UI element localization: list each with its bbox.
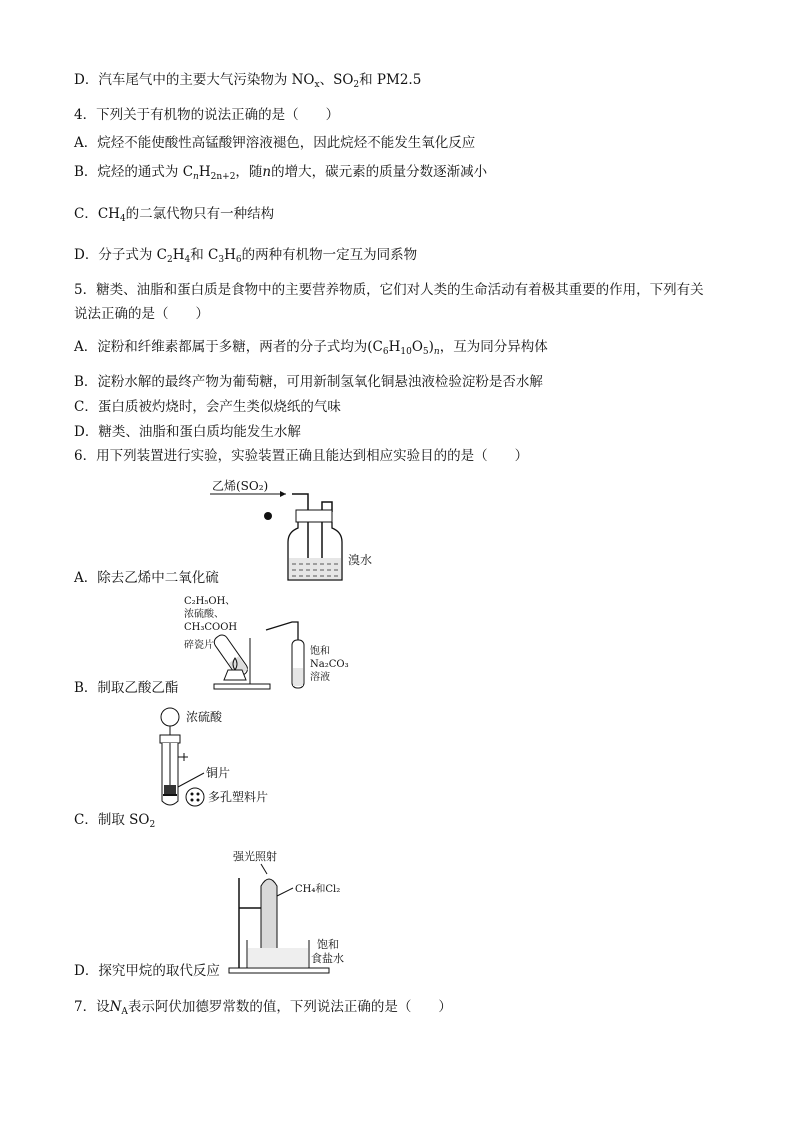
fig-a-arrow-head xyxy=(280,491,286,497)
figure-b-ester-setup xyxy=(180,592,360,692)
q4d-end: 的两种有机物一定互为同系物 xyxy=(241,247,418,263)
q4d-h: H xyxy=(172,247,185,263)
fig-b-reagent-1: C₂H₅OH、 xyxy=(184,596,236,607)
q4d-sub-b: 4 xyxy=(184,255,191,265)
q3d-sub-2: 2 xyxy=(353,80,360,90)
q4d-and: 和 C xyxy=(190,247,219,263)
fig-b-lamp xyxy=(224,670,246,680)
q4-stem: 4．下列关于有机物的说法正确的是（ ） xyxy=(74,107,340,123)
figure-c-so2-setup xyxy=(150,705,320,810)
fig-d-sat-1: 饱和 xyxy=(317,938,339,951)
fig-a-blot xyxy=(264,512,272,520)
fig-b-receiving-liquid xyxy=(293,668,303,686)
fig-b-stand-base xyxy=(214,684,270,689)
q5a-close: ) xyxy=(428,339,434,355)
q6c-sub: 2 xyxy=(149,820,156,830)
fig-b-chips-label: 碎瓷片 xyxy=(184,640,214,651)
q4d-sub-d: 6 xyxy=(235,255,242,265)
fig-b-reagent-3: CH₃COOH xyxy=(184,622,238,633)
fig-c-copper-pointer xyxy=(178,773,204,787)
fig-c-plastic-label: 多孔塑料片 xyxy=(208,790,269,804)
fig-c-side-arm xyxy=(178,753,188,761)
q5-stem-line2: 说法正确的是（ ） xyxy=(74,306,209,322)
q5a-sub-10: 10 xyxy=(400,347,412,357)
q7-end: 表示阿伏加德罗常数的值，下列说法正确的是（ ） xyxy=(127,999,452,1015)
q5a-h: H xyxy=(388,339,401,355)
q3-option-d xyxy=(74,71,421,94)
fig-d-sat-2: 食盐水 xyxy=(311,952,344,965)
q3d-mid: 、SO xyxy=(319,72,354,88)
q4d-text: D．分子式为 C xyxy=(74,247,167,263)
fig-b-sat-2: Na₂CO₃ xyxy=(310,659,349,670)
fig-c-funnel-bulb xyxy=(161,708,179,726)
fig-c-acid-label: 浓硫酸 xyxy=(186,710,223,724)
fig-c-hole-4 xyxy=(197,799,200,802)
q4d-sub-a: 2 xyxy=(166,255,173,265)
fig-a-gas-label: 乙烯(SO₂) xyxy=(212,479,269,493)
q7-stem xyxy=(74,998,452,1021)
q7-text: 7．设 xyxy=(74,999,110,1015)
q4b-sub: 2n+2 xyxy=(210,172,236,182)
q5-option-a xyxy=(74,338,548,361)
fig-c-hole-3 xyxy=(191,799,194,802)
q4b-sub-n: n xyxy=(193,172,199,182)
q5-option-c: C．蛋白质被灼烧时，会产生类似烧纸的气味 xyxy=(74,399,341,415)
q4c-text: C．CH xyxy=(74,206,120,222)
fig-d-light-label: 强光照射 xyxy=(233,850,277,863)
q6-option-a: A．除去乙烯中二氧化硫 xyxy=(74,570,219,586)
q4-option-a: A．烷烃不能使酸性高锰酸钾溶液褪色，因此烷烃不能发生氧化反应 xyxy=(74,135,476,151)
q6c-text: C．制取 SO xyxy=(74,812,150,828)
q4b-text: B．烷烃的通式为 C xyxy=(74,164,194,180)
q6-stem: 6．用下列装置进行实验，实验装置正确且能达到相应实验目的的是（ ） xyxy=(74,448,529,464)
fig-c-hole-2 xyxy=(197,793,200,796)
figure-a-gas-washing xyxy=(200,472,380,587)
q4d-h2: H xyxy=(224,247,236,263)
figure-d-methane-setup xyxy=(225,844,365,976)
fig-a-liquid-label: 溴水 xyxy=(348,553,373,567)
q5-option-d: D．糖类、油脂和蛋白质均能发生水解 xyxy=(74,424,301,440)
fig-c-plastic-disk xyxy=(186,788,204,806)
q4c-sub: 4 xyxy=(119,214,126,224)
fig-b-sat-3: 溶液 xyxy=(310,672,330,683)
fig-a-stopper xyxy=(296,510,332,522)
q5a-sub-n: n xyxy=(433,347,440,357)
q5-option-b: B．淀粉水解的最终产物为葡萄糖，可用新制氢氧化铜悬浊液检验淀粉是否水解 xyxy=(74,374,543,390)
q3d-end: 和 PM2.5 xyxy=(359,72,422,88)
q4c-end: 的二氯代物只有一种结构 xyxy=(125,206,275,222)
q3d-sub-x: x xyxy=(314,80,320,90)
fig-c-stopper xyxy=(160,735,180,743)
fig-b-sat-1: 饱和 xyxy=(310,646,330,657)
fig-b-reagent-2: 浓硫酸、 xyxy=(184,609,224,620)
q4b-h: H xyxy=(198,164,211,180)
q4d-sub-c: 3 xyxy=(218,255,225,265)
fig-d-gas-label: CH₄和Cl₂ xyxy=(295,884,341,895)
q7-n: N xyxy=(109,999,122,1015)
q4b-mid: ，随 xyxy=(235,164,263,180)
q4b-end: 的增大，碳元素的质量分数逐渐减小 xyxy=(271,164,488,180)
fig-c-hole-1 xyxy=(191,793,194,796)
q5a-sub-6: 6 xyxy=(382,347,389,357)
q5a-c: (C xyxy=(367,339,383,355)
q5a-end: ，互为同分异构体 xyxy=(439,339,548,355)
q6-option-c xyxy=(74,811,155,834)
q4-option-d xyxy=(74,246,417,269)
q4-option-c xyxy=(74,205,274,228)
fig-d-gas-pointer xyxy=(277,888,293,896)
q7-sub: A xyxy=(121,1007,128,1017)
q5a-sub-5: 5 xyxy=(422,347,429,357)
fig-d-water xyxy=(248,948,308,967)
q3d-text: D．汽车尾气中的主要大气污染物为 NO xyxy=(74,72,315,88)
q5a-text: A．淀粉和纤维素都属于多糖，两者的分子式均为 xyxy=(74,339,368,355)
fig-d-stand-base xyxy=(229,968,329,973)
fig-c-copper-label: 铜片 xyxy=(206,766,231,780)
q5a-o: O xyxy=(411,339,423,355)
q6-option-b: B．制取乙酸乙酯 xyxy=(74,680,179,696)
fig-d-light-pointer xyxy=(261,864,267,874)
fig-d-tube xyxy=(261,879,277,954)
q5-stem-line1: 5．糖类、油脂和蛋白质是食物中的主要营养物质，它们对人类的生命活动有着极其重要的作用，下列有关 xyxy=(74,282,704,298)
fig-c-copper xyxy=(164,785,176,795)
q4-option-b xyxy=(74,163,487,186)
q4b-n: n xyxy=(262,164,272,180)
q6-option-d: D．探究甲烷的取代反应 xyxy=(74,963,220,979)
